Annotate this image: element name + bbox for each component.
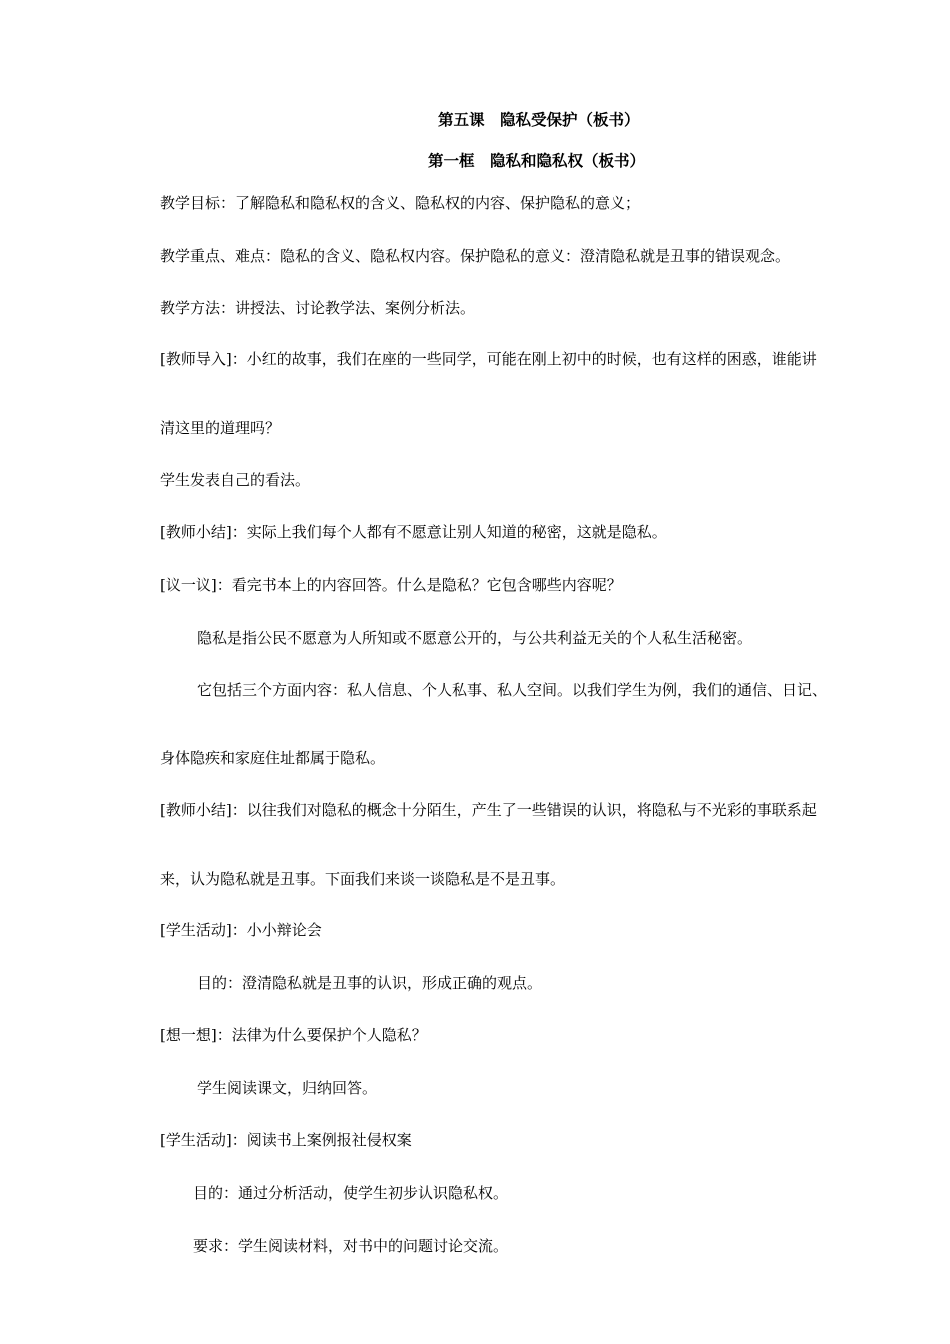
paragraph-line: 学生发表自己的看法。 [160,471,311,489]
paragraph-line: 目的：澄清隐私就是丑事的认识，形成正确的观点。 [197,974,543,992]
paragraph-line: [想一想]：法律为什么要保护个人隐私？ [160,1026,427,1044]
paragraph-line: [教师小结]：以往我们对隐私的概念十分陌生，产生了一些错误的认识，将隐私与不光彩的事联系起 [160,801,817,819]
paragraph-line: [学生活动]：阅读书上案例报社侵权案 [160,1131,412,1149]
paragraph-line: 身体隐疾和家庭住址都属于隐私。 [160,749,386,767]
paragraph-line: 学生阅读课文，归纳回答。 [197,1079,378,1097]
paragraph-line: 隐私是指公民不愿意为人所知或不愿意公开的，与公共利益无关的个人私生活秘密。 [197,629,753,647]
paragraph-line: 要求：学生阅读材料，对书中的问题讨论交流。 [193,1237,509,1255]
paragraph-line: 清这里的道理吗？ [160,419,281,437]
paragraph-line: [议一议]：看完书本上的内容回答。什么是隐私？它包含哪些内容呢？ [160,576,622,594]
lesson-title: 第五课 隐私受保护（板书） [438,111,640,129]
paragraph-line: 来，认为隐私就是丑事。下面我们来谈一谈隐私是不是丑事。 [160,870,566,888]
paragraph-line: [教师导入]：小红的故事，我们在座的一些同学，可能在刚上初中的时候，也有这样的困惑，谁能讲 [160,350,817,368]
paragraph-line: 它包括三个方面内容：私人信息、个人私事、私人空间。以我们学生为例，我们的通信、日记、 [197,681,828,699]
paragraph-line: 教学方法：讲授法、讨论教学法、案例分析法。 [160,299,476,317]
paragraph-line: [教师小结]：实际上我们每个人都有不愿意让别人知道的秘密，这就是隐私。 [160,523,667,541]
paragraph-line: 目的：通过分析活动，使学生初步认识隐私权。 [193,1184,509,1202]
section-title: 第一框 隐私和隐私权（板书） [428,152,646,170]
paragraph-line: 教学重点、难点：隐私的含义、隐私权内容。保护隐私的意义：澄清隐私就是丑事的错误观念。 [160,247,791,265]
paragraph-line: [学生活动]：小小辩论会 [160,921,322,939]
paragraph-line: 教学目标：了解隐私和隐私权的含义、隐私权的内容、保护隐私的意义； [160,194,641,212]
